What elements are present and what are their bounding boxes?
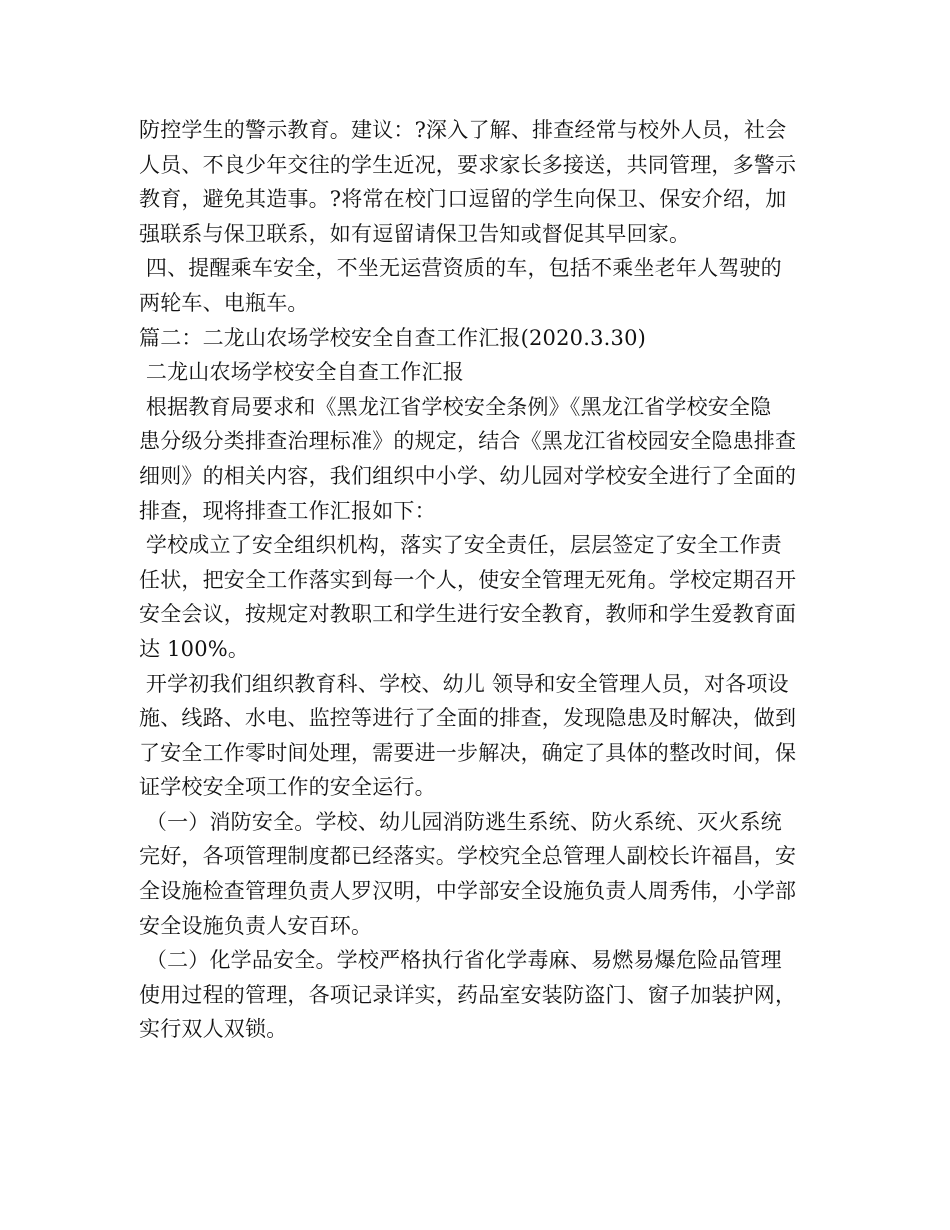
section-heading-line: 四、提醒乘车安全，不坐无运营资质的车，包括不乘坐老年人驾驶的	[139, 256, 782, 281]
text-line: 了安全工作零时间处理，需要进一步解决，确定了具体的整改时间，保	[139, 740, 797, 765]
text-line: 防控学生的警示教育。建议：?深入了解、排查经常与校外人员，社会	[139, 118, 787, 142]
text-line: 人员、不良少年交往的学生近况，要求家长多接送，共同管理，多警示	[139, 152, 797, 177]
document-body	[139, 113, 819, 1047]
text-line: 根据教育局要求和《黑龙江省学校安全条例》《黑龙江省学校安全隐	[139, 394, 772, 419]
subsection-line: （一）消防安全。学校、幼儿园消防逃生系统、防火系统、灭火系统	[139, 809, 782, 834]
article-title: 篇二：二龙山农场学校安全自查工作汇报(2020.3.30)	[139, 325, 647, 350]
text-line: 细则》的相关内容，我们组织中小学、幼儿园对学校安全进行了全面的	[139, 463, 797, 488]
text-line: 两轮车、电瓶车。	[139, 290, 309, 315]
text-line: 实行双人双锁。	[139, 1017, 288, 1042]
text-line: 患分级分类排查治理标准》的规定，结合《黑龙江省校园安全隐患排查	[139, 429, 797, 454]
text-line: 达 100%。	[139, 636, 250, 661]
text-line: 开学初我们组织教育科、学校、幼儿 领导和安全管理人员，对各项设	[139, 671, 789, 696]
report-title: 二龙山农场学校安全自查工作汇报	[139, 360, 464, 385]
text-line: 施、线路、水电、监控等进行了全面的排查，发现隐患及时解决，做到	[139, 706, 797, 731]
text-line: 学校成立了安全组织机构，落实了安全责任，层层签定了安全工作责	[139, 533, 782, 558]
text-line: 全设施检查管理负责人罗汉明，中学部安全设施负责人周秀伟，小学部	[139, 879, 797, 904]
text-line: 安全会议，按规定对教职工和学生进行安全教育，教师和学生爱教育面	[139, 602, 797, 627]
text-line: 完好，各项管理制度都已经落实。学校究全总管理人副校长许福昌，安	[139, 844, 797, 869]
text-line: 证学校安全项工作的安全运行。	[139, 775, 436, 800]
text-line: 任状，把安全工作落实到每一个人，使安全管理无死角。学校定期召开	[139, 567, 797, 592]
text-line: 排查，现将排查工作汇报如下：	[139, 498, 436, 523]
text-line: 教育，避免其造事。?将常在校门口逗留的学生向保卫、保安介绍，加	[139, 187, 787, 212]
subsection-line: （二）化学品安全。学校严格执行省化学毒麻、易燃易爆危险品管理	[139, 948, 782, 973]
text-line: 使用过程的管理，各项记录详实，药品室安装防盗门、窗子加装护网，	[139, 982, 797, 1007]
text-line: 安全设施负责人安百环。	[139, 913, 373, 938]
text-line: 强联系与保卫联系，如有逗留请保卫告知或督促其早回家。	[139, 221, 691, 246]
